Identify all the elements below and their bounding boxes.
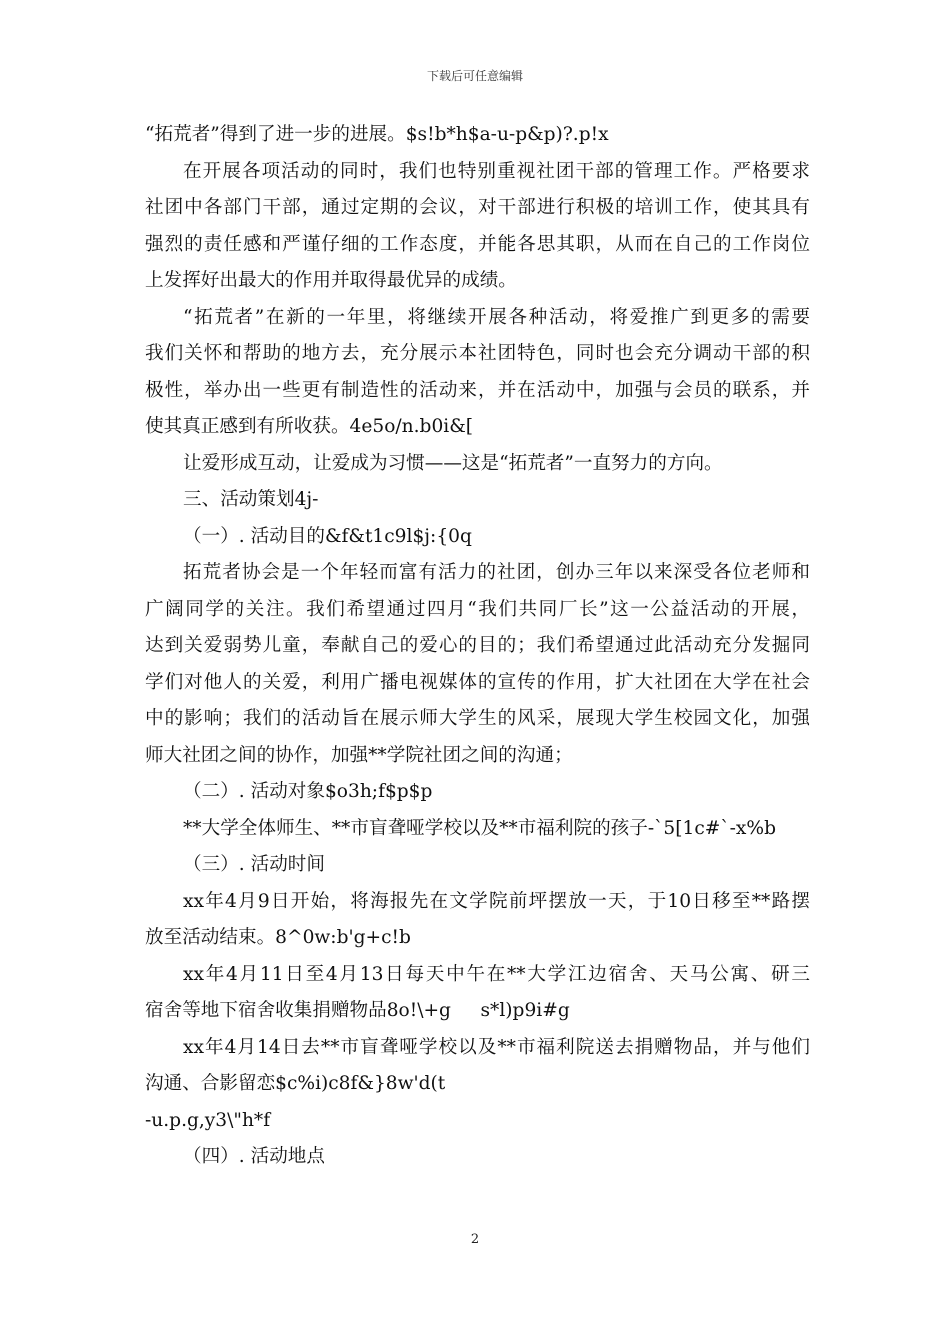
text-line: 使其真正感到有所收获。4e5o/n.b0i&[ — [145, 416, 474, 437]
text-line: 强烈的责任感和严谨仔细的工作态度，并能各思其职，从而在自己的工作岗位 — [145, 233, 810, 255]
text-line: 极性，举办出一些更有制造性的活动来，并在活动中，加强与会员的联系，并 — [145, 379, 810, 401]
text-line: 师大社团之间的协作，加强**学院社团之间的沟通； — [145, 744, 573, 766]
text-line: （一）. 活动目的&f&t1c9l$j:{0q — [183, 525, 472, 547]
text-line: 学们对他人的关爱，利用广播电视媒体的宣传的作用，扩大社团在大学在社会 — [145, 671, 810, 693]
page-number: 2 — [470, 1232, 480, 1247]
text-line: 拓荒者协会是一个年轻而富有活力的社团，创办三年以来深受各位老师和 — [183, 562, 810, 583]
text-line: 沟通、合影留恋$c%i)c8f&}8w'd(t — [145, 1073, 446, 1094]
text-line: 我们关怀和帮助的地方去，充分展示本社团特色，同时也会充分调动干部的积 — [145, 343, 810, 364]
text-line: （二）. 活动对象$o3h;f$p$p — [183, 781, 433, 802]
text-line: xx年4月14日去**市盲聋哑学校以及**市福利院送去捐赠物品，并与他们 — [183, 1036, 810, 1058]
text-line: 上发挥好出最大的作用并取得最优异的成绩。 — [145, 270, 517, 291]
text-line: 让爱形成互动，让爱成为习惯——这是“拓荒者”一直努力的方向。 — [183, 452, 723, 474]
text-line: “拓荒者”在新的一年里，将继续开展各种活动，将爱推广到更多的需要 — [183, 306, 810, 328]
text-line: 社团中各部门干部，通过定期的会议，对干部进行积极的培训工作，使其具有 — [145, 197, 810, 218]
text-line: 在开展各项活动的同时，我们也特别重视社团干部的管理工作。严格要求 — [183, 160, 810, 182]
text-line: 宿舍等地下宿舍收集捐赠物品8o!\+g s*l)p9i#g — [145, 1000, 570, 1021]
text-line: 中的影响；我们的活动旨在展示师大学生的风采，展现大学生校园文化，加强 — [145, 708, 810, 729]
text-line: （三）. 活动时间 — [183, 854, 325, 875]
text-line: 广阔同学的关注。我们希望通过四月“我们共同厂长”这一公益活动的开展， — [145, 598, 810, 620]
text-line: xx年4月9日开始，将海报先在文学院前坪摆放一天，于10日移至**路摆 — [183, 890, 810, 912]
text-line: -u.p.g,y3\"h*f — [145, 1109, 271, 1131]
text-line: 放至活动结束。8^0w:b'g+c!b — [145, 927, 411, 948]
document-body — [145, 117, 810, 1176]
text-line: 达到关爱弱势儿童，奉献自己的爱心的目的；我们希望通过此活动充分发掘同 — [145, 635, 810, 656]
text-line: **大学全体师生、**市盲聋哑学校以及**市福利院的孩子-`5[1c#`-x%b — [183, 817, 776, 839]
text-line: xx年4月11日至4月13日每天中午在**大学江边宿舍、天马公寓、研三 — [183, 963, 810, 985]
text-line: “拓荒者”得到了进一步的进展。$s!b*h$a-u-p&p)?.p!x — [145, 124, 609, 145]
text-line: （四）. 活动地点 — [183, 1146, 325, 1167]
page-header: 下载后可任意编辑 — [426, 69, 523, 83]
text-line: 三、活动策划4j- — [183, 489, 319, 510]
